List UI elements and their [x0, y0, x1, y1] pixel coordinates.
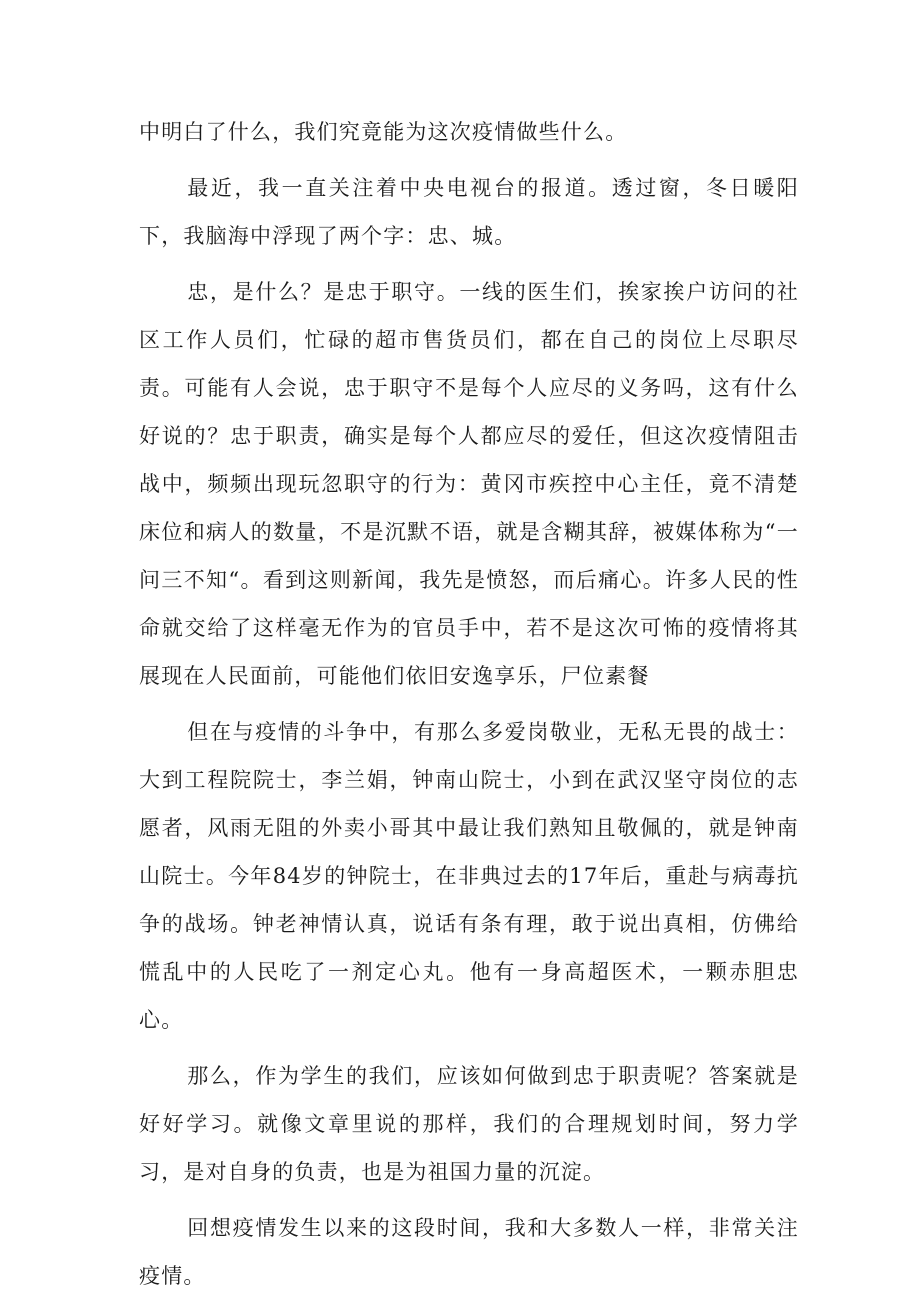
paragraph: 中明白了什么，我们究竟能为这次疫情做些什么。	[139, 120, 628, 144]
document-body	[139, 108, 799, 1300]
paragraph: 但在与疫情的斗争中，有那么多爱岗敬业，无私无畏的战士：大到工程院院士，李兰娟，钟南山院士，小到在武汉坚守岗位的志愿者，风雨无阻的外卖小哥其中最让我们熟知且敬佩的，就是钟南山院士。今年84岁的钟院士，在非典过去的17年后，重赴与病毒抗争的战场。钟老神情认真，说话有条有理，敢于说出真相，仿佛给慌乱中的人民吃了一剂定心丸。他有一身高超医术，一颗赤胆忠心。	[139, 720, 799, 1032]
paragraph: 最近，我一直关注着中央电视台的报道。透过窗，冬日暖阳下，我脑海中浮现了两个字：忠、城。	[139, 176, 799, 248]
paragraph: 那么，作为学生的我们，应该如何做到忠于职责呢？答案就是好好学习。就像文章里说的那样，我们的合理规划时间，努力学习，是对自身的负责，也是为祖国力量的沉淀。	[139, 1064, 799, 1184]
paragraph: 忠，是什么？是忠于职守。一线的医生们，挨家挨户访问的社区工作人员们，忙碌的超市售货员们，都在自己的岗位上尽职尽责。可能有人会说，忠于职守不是每个人应尽的义务吗，这有什么好说的？忠于职责，确实是每个人都应尽的爱任，但这次疫情阻击战中，频频出现玩忽职守的行为：黄冈市疾控中心主任，竟不清楚床位和病人的数量，不是沉默不语，就是含糊其辞，被媒体称为“一问三不知“。看到这则新闻，我先是愤怒，而后痛心。许多人民的性命就交给了这样毫无作为的官员手中，若不是这次可怖的疫情将其展现在人民面前，可能他们依旧安逸享乐，尸位素餐	[139, 280, 799, 688]
paragraph: 回想疫情发生以来的这段时间，我和大多数人一样，非常关注疫情。	[139, 1216, 799, 1288]
